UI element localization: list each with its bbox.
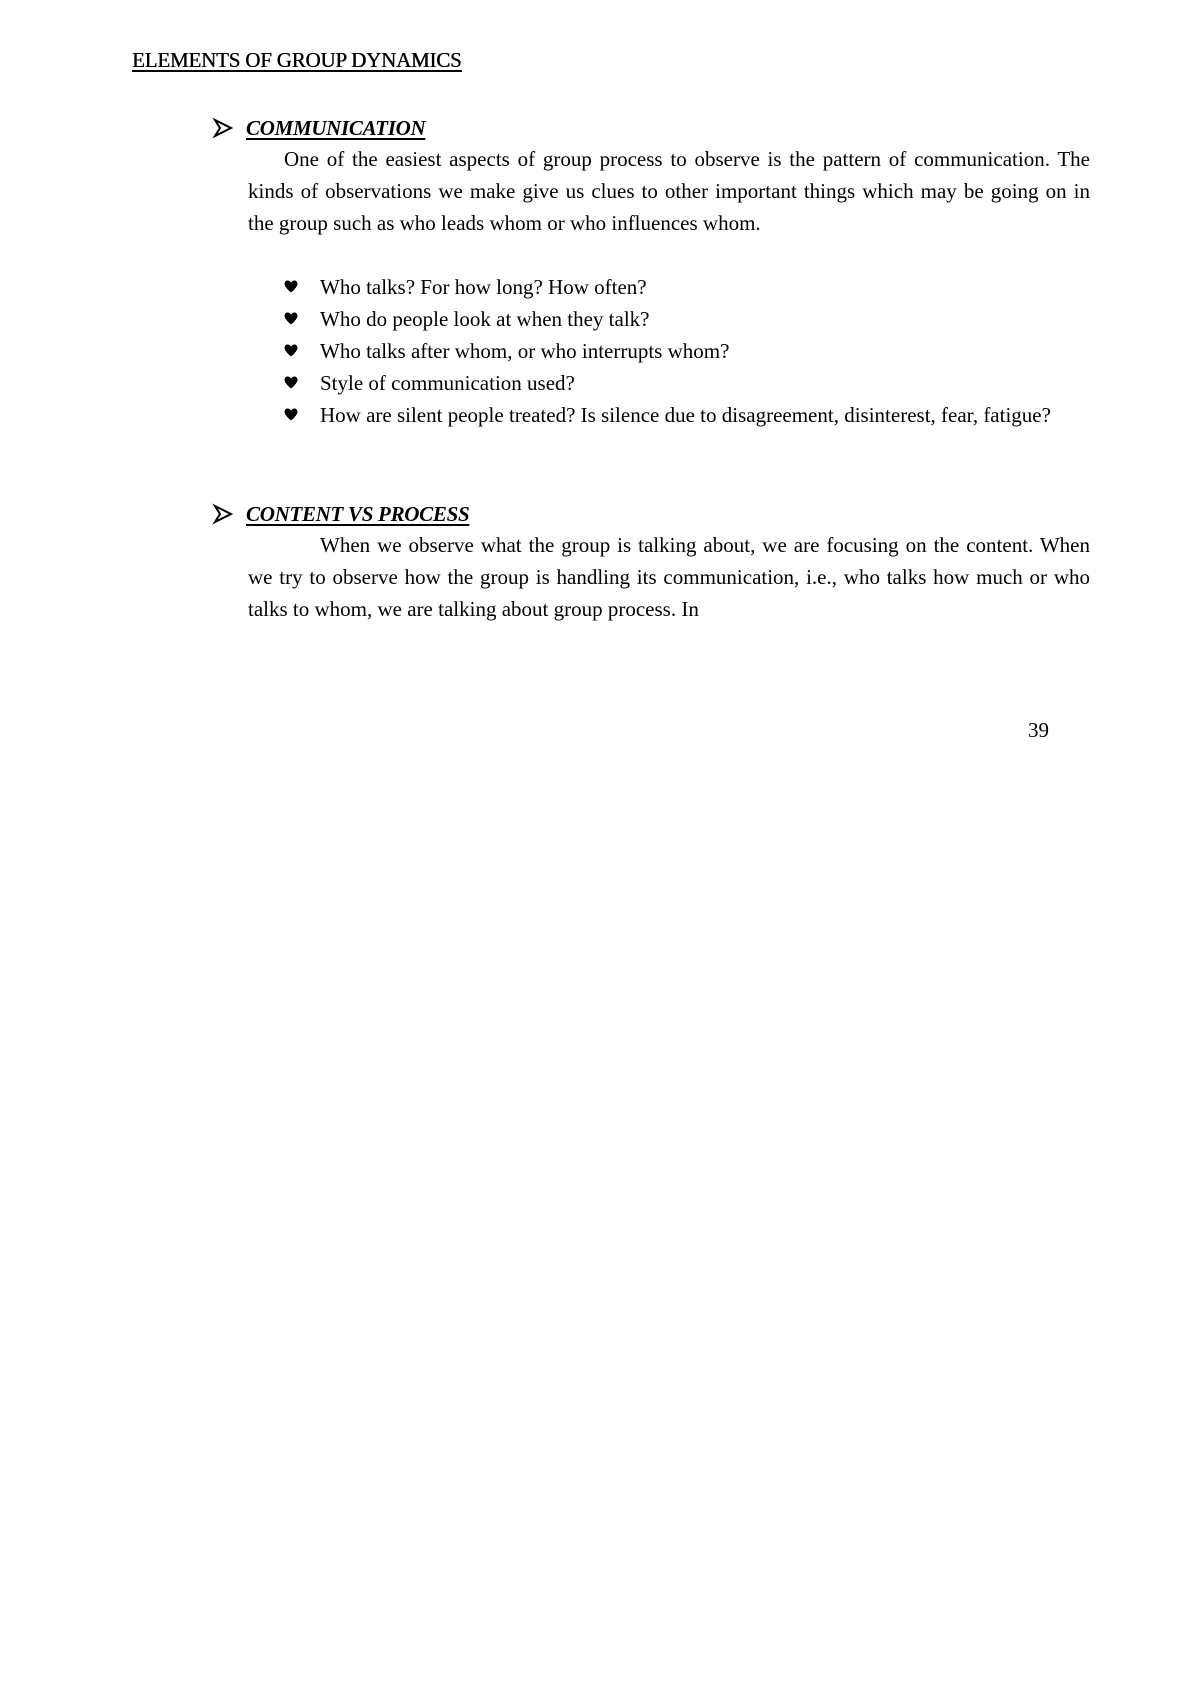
section-heading-communication <box>212 112 425 144</box>
list-item <box>284 335 1090 367</box>
page-number: 39 <box>1028 718 1049 742</box>
bullet-text: Who talks? For how long? How often? <box>320 275 647 299</box>
bullet-list-communication <box>284 271 1090 431</box>
heart-bullet-icon <box>284 344 298 357</box>
heart-bullet-icon <box>284 408 298 421</box>
arrowhead-bullet-icon <box>212 117 234 139</box>
section-title: COMMUNICATION <box>246 115 426 140</box>
bullet-text: Who talks after whom, or who interrupts whom? <box>320 339 730 363</box>
bullet-text: How are silent people treated? Is silence due to disagreement, disinterest, fear, fatigue? <box>320 403 1051 427</box>
list-item <box>284 303 1090 335</box>
page-title: ELEMENTS OF GROUP DYNAMICS <box>132 48 462 72</box>
heart-bullet-icon <box>284 280 298 293</box>
paragraph-communication: One of the easiest aspects of group process to observe is the pattern of communication. The kinds of observations we make give us clues to other important things which may be going on in the group such as who leads whom or who influences whom. <box>248 147 1090 235</box>
list-item <box>284 271 1090 303</box>
arrowhead-bullet-icon <box>212 503 234 525</box>
bullet-text: Style of communication used? <box>320 371 575 395</box>
heart-bullet-icon <box>284 312 298 325</box>
list-item <box>284 367 1090 399</box>
section-title: CONTENT VS PROCESS <box>246 501 470 526</box>
list-item <box>284 399 1090 431</box>
paragraph-content-vs-process: When we observe what the group is talking about, we are focusing on the content. When we try to observe how the group is handling its communication, i.e., who talks how much or who talks to whom, we are talking about group process. In <box>248 533 1090 621</box>
section-heading-content-vs-process <box>212 498 469 530</box>
bullet-text: Who do people look at when they talk? <box>320 307 650 331</box>
heart-bullet-icon <box>284 376 298 389</box>
